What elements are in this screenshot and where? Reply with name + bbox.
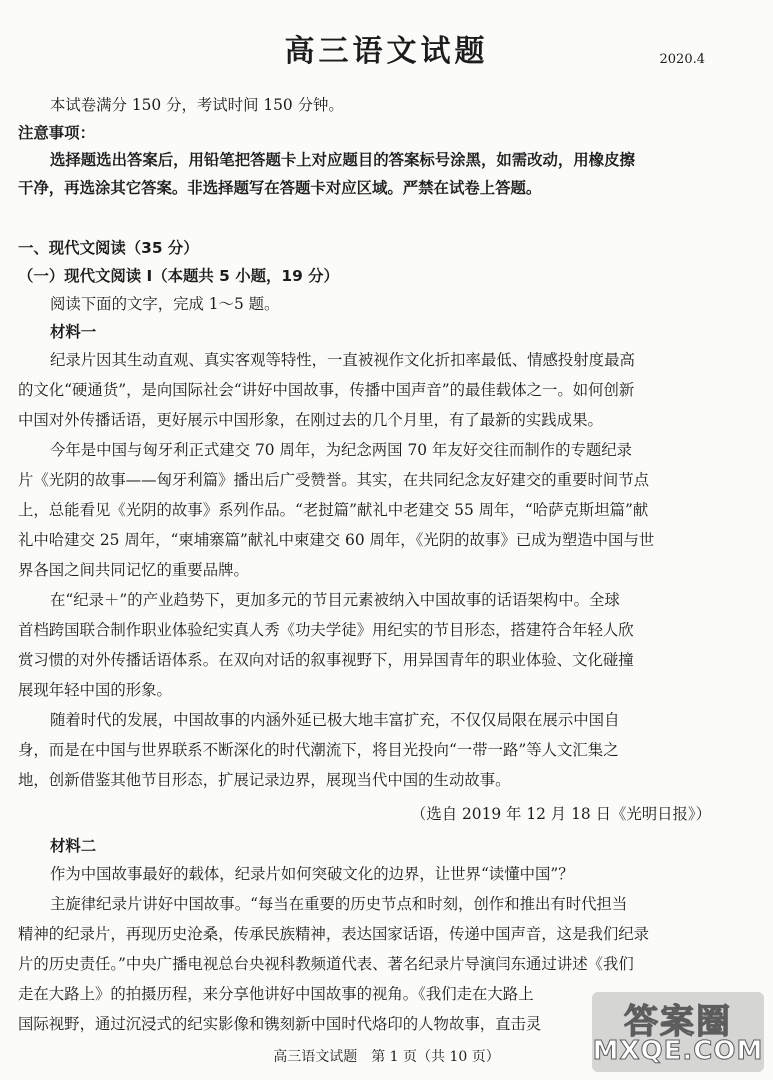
paragraph-line: 片《光阴的故事——匈牙利篇》播出后广受赞誉。其实，在共同纪念友好建交的重要时间节点 xyxy=(18,471,650,489)
paragraph-line: 身，而是在中国与世界联系不断深化的时代潮流下，将目光投向“一带一路”等人文汇集之 xyxy=(18,741,619,759)
score-time-line: 本试卷满分 150 分，考试时间 150 分钟。 xyxy=(50,96,344,114)
paragraph-line: 界各国之间共同记忆的重要品牌。 xyxy=(18,561,249,579)
material-1-label: 材料一 xyxy=(50,323,97,341)
watermark-logo-text: 答案圈 xyxy=(624,1002,732,1042)
notice-line: 干净，再选涂其它答案。非选择题写在答题卡对应区域。严禁在试卷上答题。 xyxy=(18,179,542,197)
paragraph-line: 作为中国故事最好的载体，纪录片如何突破文化的边界，让世界“读懂中国”？ xyxy=(50,865,574,883)
paragraph-line: 片的历史责任。”中央广播电视总台央视科教频道代表、著名纪录片导演闫东通过讲述《我们 xyxy=(18,955,634,973)
paragraph-line: 的文化“硬通货”，是向国际社会“讲好中国故事，传播中国声音”的最佳载体之一。如何创新 xyxy=(18,381,635,399)
paragraph-line: 精神的纪录片，再现历史沧桑，传承民族精神，表达国家话语，传递中国声音，这是我们纪录 xyxy=(18,925,650,943)
paragraph-line: 主旋律纪录片讲好中国故事。“每当在重要的历史节点和时刻，创作和推出有时代担当 xyxy=(50,895,628,913)
notice-line: 选择题选出答案后，用铅笔把答题卡上对应题目的答案标号涂黑，如需改动，用橡皮擦 xyxy=(50,151,635,169)
page-footer: 高三语文试题 第 1 页（共 10 页） xyxy=(273,1049,500,1065)
paragraph-line: 随着时代的发展，中国故事的内涵外延已极大地丰富扩充，不仅仅局限在展示中国自 xyxy=(50,711,620,729)
reading-prompt: 阅读下面的文字，完成 1～5 题。 xyxy=(50,295,280,313)
paragraph-line: 今年是中国与匈牙利正式建交 70 周年，为纪念两国 70 年友好交往而制作的专题纪录 xyxy=(50,441,633,459)
material-2-label: 材料二 xyxy=(50,837,97,855)
exam-date: 2020.4 xyxy=(659,52,705,67)
paragraph-line: 在“纪录＋”的产业趋势下，更加多元的节目元素被纳入中国故事的话语架构中。全球 xyxy=(50,591,620,609)
paragraph-line: 首档跨国联合制作职业体验纪实真人秀《功夫学徒》用纪实的节目形态，搭建符合年轻人欣 xyxy=(18,621,634,639)
paragraph-line: 上，总能看见《光阴的故事》系列作品。“老挝篇”献礼中老建交 55 周年，“哈萨克斯坦篇”献 xyxy=(18,501,649,519)
paragraph-line: 纪录片因其生动直观、真实客观等特性，一直被视作文化折扣率最低、情感投射度最高 xyxy=(50,351,635,369)
sub-section-heading: （一）现代文阅读 Ⅰ（本题共 5 小题，19 分） xyxy=(18,267,339,285)
paragraph-line: 走在大路上》的拍摄历程，来分享他讲好中国故事的视角。《我们走在大路上 xyxy=(18,985,534,1003)
source-citation: （选自 2019 年 12 月 18 日《光明日报》） xyxy=(410,805,711,823)
section-heading: 一、现代文阅读（35 分） xyxy=(18,239,199,257)
paragraph-line: 中国对外传播话语，更好展示中国形象，在刚过去的几个月里，有了最新的实践成果。 xyxy=(18,411,603,429)
page-title: 高三语文试题 xyxy=(284,34,489,69)
notice-heading: 注意事项： xyxy=(18,124,95,142)
paragraph-line: 国际视野，通过沉浸式的纪实影像和镌刻新中国时代烙印的人物故事，直击灵 xyxy=(18,1015,542,1033)
paragraph-line: 礼中哈建交 25 周年，“柬埔寨篇”献礼中柬建交 60 周年，《光阴的故事》已成为塑造中国与世 xyxy=(18,531,655,549)
watermark-site-text: MXQE.COM xyxy=(592,1036,764,1066)
paragraph-line: 展现年轻中国的形象。 xyxy=(18,681,172,699)
paragraph-line: 赏习惯的对外传播话语体系。在双向对话的叙事视野下，用异国青年的职业体验、文化碰撞 xyxy=(18,651,634,669)
paragraph-line: 地，创新借鉴其他节目形态，扩展记录边界，展现当代中国的生动故事。 xyxy=(18,771,511,789)
site-watermark xyxy=(592,992,764,1072)
